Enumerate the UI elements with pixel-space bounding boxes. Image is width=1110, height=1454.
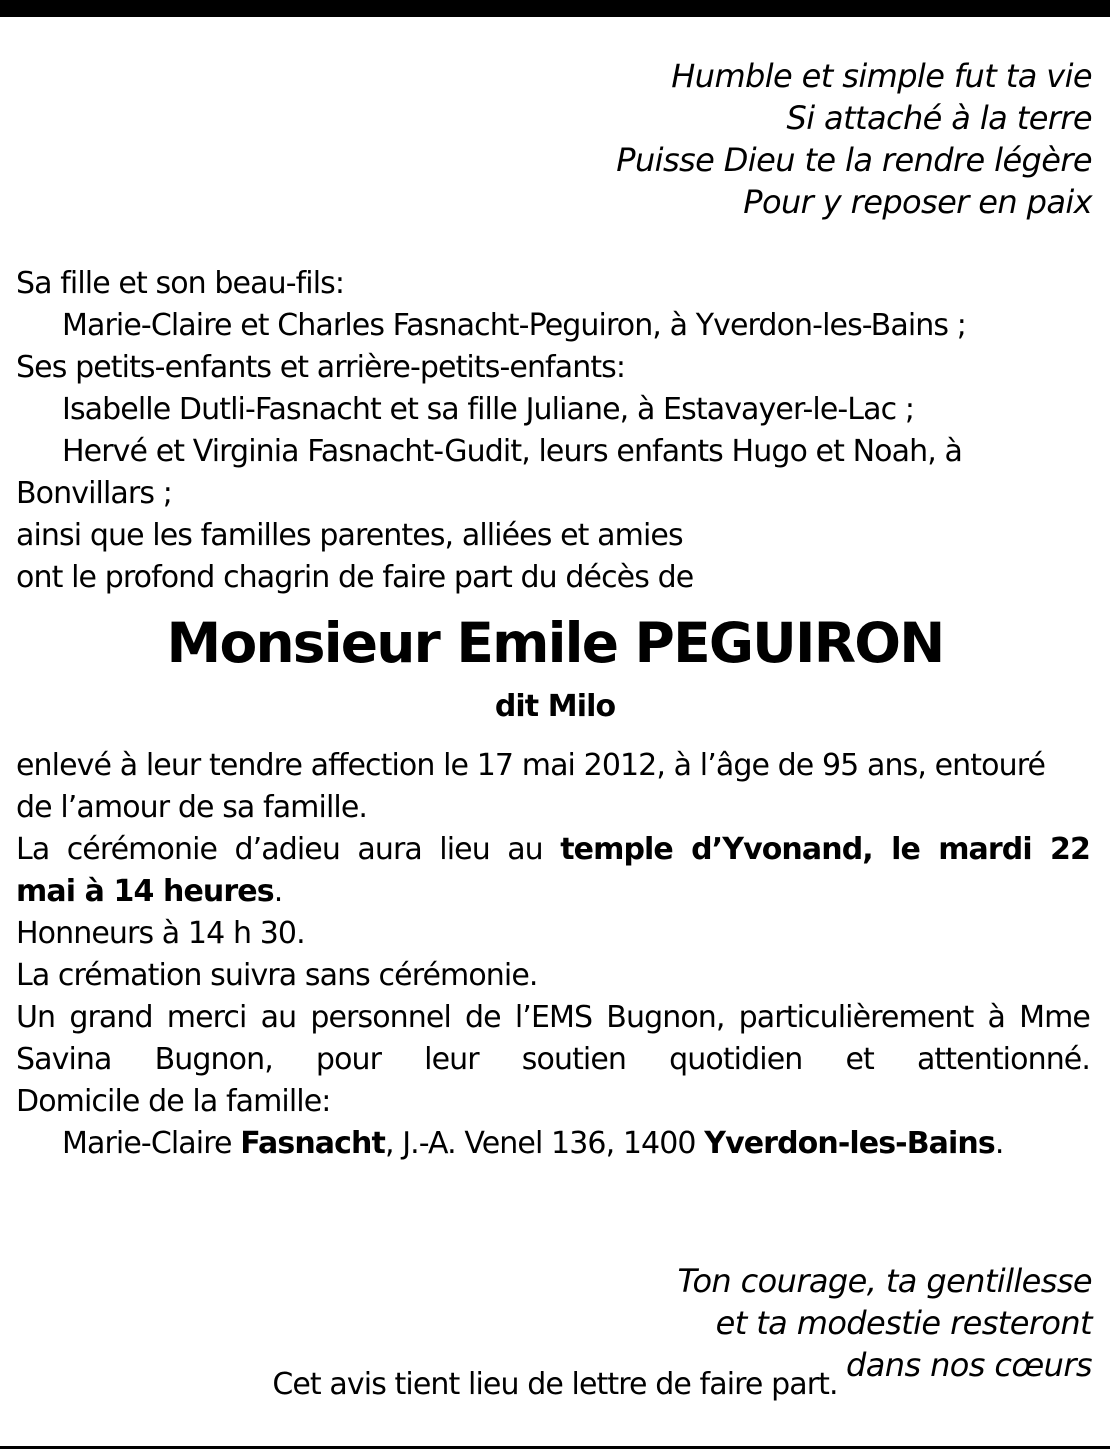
grandchild-entry: Hervé et Virginia Fasnacht-Gudit, leurs enfants Hugo et Noah, à <box>62 434 962 469</box>
thanks-line: Savina Bugnon, pour leur soutien quotidien et attentionné. <box>16 1042 1090 1077</box>
family-list <box>16 263 1090 599</box>
deceased-nickname: dit Milo <box>494 689 616 724</box>
poem-line: dans nos cœurs <box>846 1346 1092 1384</box>
top-rule <box>0 0 1110 17</box>
death-line: enlevé à leur tendre affection le 17 mai 2012, à l’âge de 95 ans, entouré <box>16 748 1046 783</box>
death-details <box>16 745 1090 1165</box>
ceremony-period: . <box>273 874 283 909</box>
opening-poem <box>616 55 1092 223</box>
poem-line: Ton courage, ta gentillesse <box>677 1262 1092 1300</box>
poem-line: Pour y reposer en paix <box>743 183 1092 221</box>
daughter-heading: Sa fille et son beau-fils: <box>16 266 345 301</box>
poem-line: et ta modestie resteront <box>715 1304 1092 1342</box>
grandchildren-heading: Ses petits-enfants et arrière-petits-enfants: <box>16 350 626 385</box>
address-first-name: Marie-Claire <box>62 1126 232 1161</box>
announcement-line: ont le profond chagrin de faire part du décès de <box>16 560 694 595</box>
address-street: , J.-A. Venel 136, 1400 <box>384 1126 696 1161</box>
bottom-rule <box>0 1446 1110 1449</box>
address-period: . <box>994 1126 1004 1161</box>
deceased-name: Monsieur Emile PEGUIRON <box>166 611 944 675</box>
thanks-line: Un grand merci au personnel de l’EMS Bugnon, particulièrement à Mme <box>16 1000 1090 1035</box>
poem-line: Puisse Dieu te la rendre légère <box>616 141 1092 179</box>
notice-footer: Cet avis tient lieu de lettre de faire part. <box>272 1367 838 1402</box>
poem-line: Humble et simple fut ta vie <box>671 57 1092 95</box>
ceremony-line-continued <box>16 871 1090 913</box>
honours-line: Honneurs à 14 h 30. <box>16 916 305 951</box>
relatives-line: ainsi que les familles parentes, alliées et amies <box>16 518 683 553</box>
grandchild-entry-continued: Bonvillars ; <box>16 476 172 511</box>
ceremony-line <box>16 829 1090 871</box>
grandchild-entry: Isabelle Dutli-Fasnacht et sa fille Juliane, à Estavayer-le-Lac ; <box>62 392 915 427</box>
daughter-entry: Marie-Claire et Charles Fasnacht-Peguiron, à Yverdon-les-Bains ; <box>62 308 966 343</box>
ceremony-place-date: temple d’Yvonand, le mardi 22 <box>560 832 1091 867</box>
ceremony-time: mai à 14 heures <box>16 874 274 909</box>
cremation-line: La crémation suivra sans cérémonie. <box>16 958 538 993</box>
poem-line: Si attaché à la terre <box>786 99 1092 137</box>
address-city: Yverdon-les-Bains <box>704 1126 995 1161</box>
death-line: de l’amour de sa famille. <box>16 790 368 825</box>
domicile-heading: Domicile de la famille: <box>16 1084 331 1119</box>
ceremony-prefix: La cérémonie d’adieu aura lieu au <box>16 832 543 867</box>
address-surname: Fasnacht <box>240 1126 385 1161</box>
domicile-address <box>16 1123 1090 1165</box>
